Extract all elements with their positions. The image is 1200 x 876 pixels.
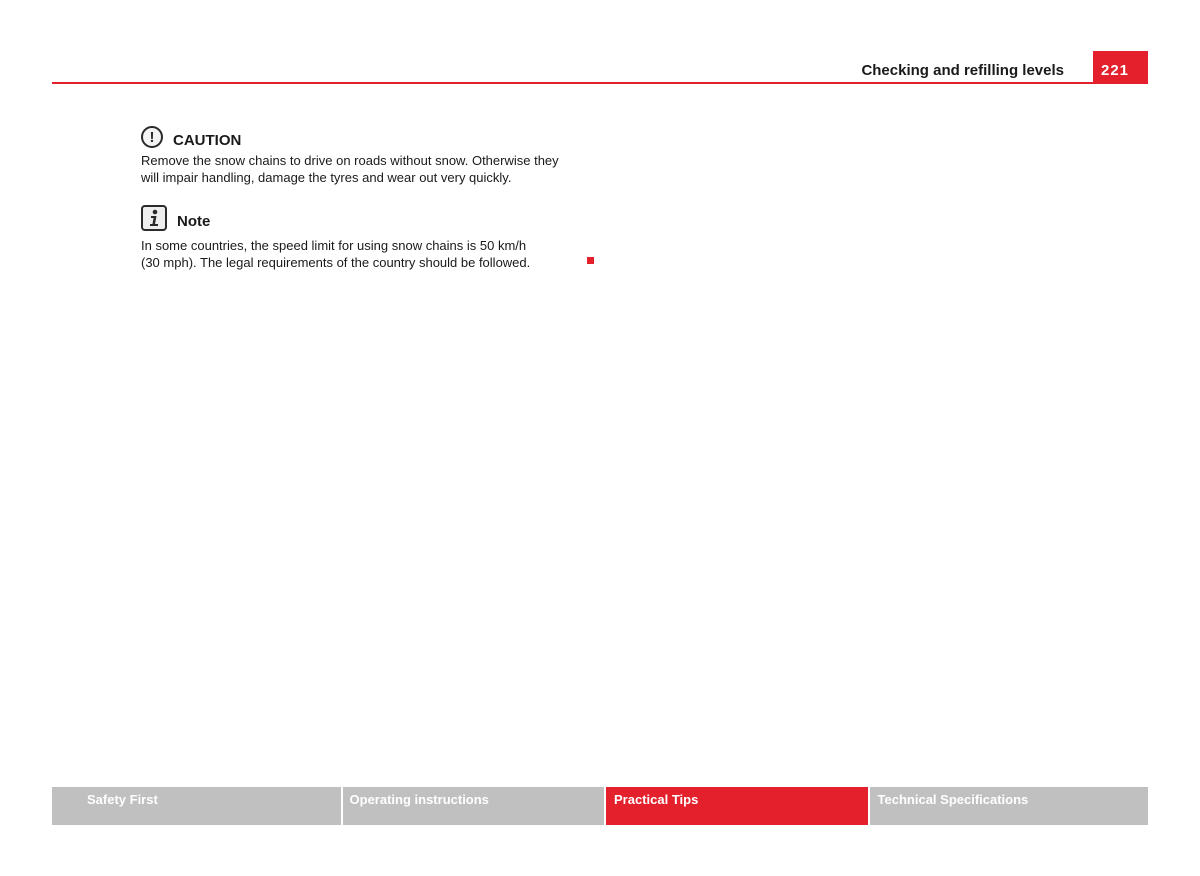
tab-technical-specifications[interactable]: Technical Specifications	[870, 787, 1148, 825]
header-rule	[52, 82, 1148, 84]
caution-title: CAUTION	[173, 131, 242, 149]
page-number: 221	[1093, 51, 1148, 84]
exclamation-circle-icon: !	[141, 126, 163, 148]
tab-safety-first[interactable]: Safety First	[52, 787, 341, 825]
note-title: Note	[177, 212, 211, 230]
note-text: In some countries, the speed limit for using snow chains is 50 km/h (30 mph). The legal requirements of the country should be followed.	[141, 238, 531, 270]
caution-block	[141, 123, 601, 186]
footer-tabs	[52, 787, 1148, 825]
note-block	[141, 204, 601, 271]
note-header	[141, 204, 601, 232]
tab-practical-tips[interactable]: Practical Tips	[606, 787, 868, 825]
section-end-marker	[587, 257, 594, 264]
section-title: Checking and refilling levels	[861, 62, 1064, 79]
tab-operating-instructions[interactable]: Operating instructions	[343, 787, 605, 825]
caution-text: Remove the snow chains to drive on roads without snow. Otherwise they will impair handling, damage the tyres and wear out very quickly.	[141, 153, 559, 185]
info-icon	[141, 205, 167, 231]
caution-header	[141, 123, 601, 151]
